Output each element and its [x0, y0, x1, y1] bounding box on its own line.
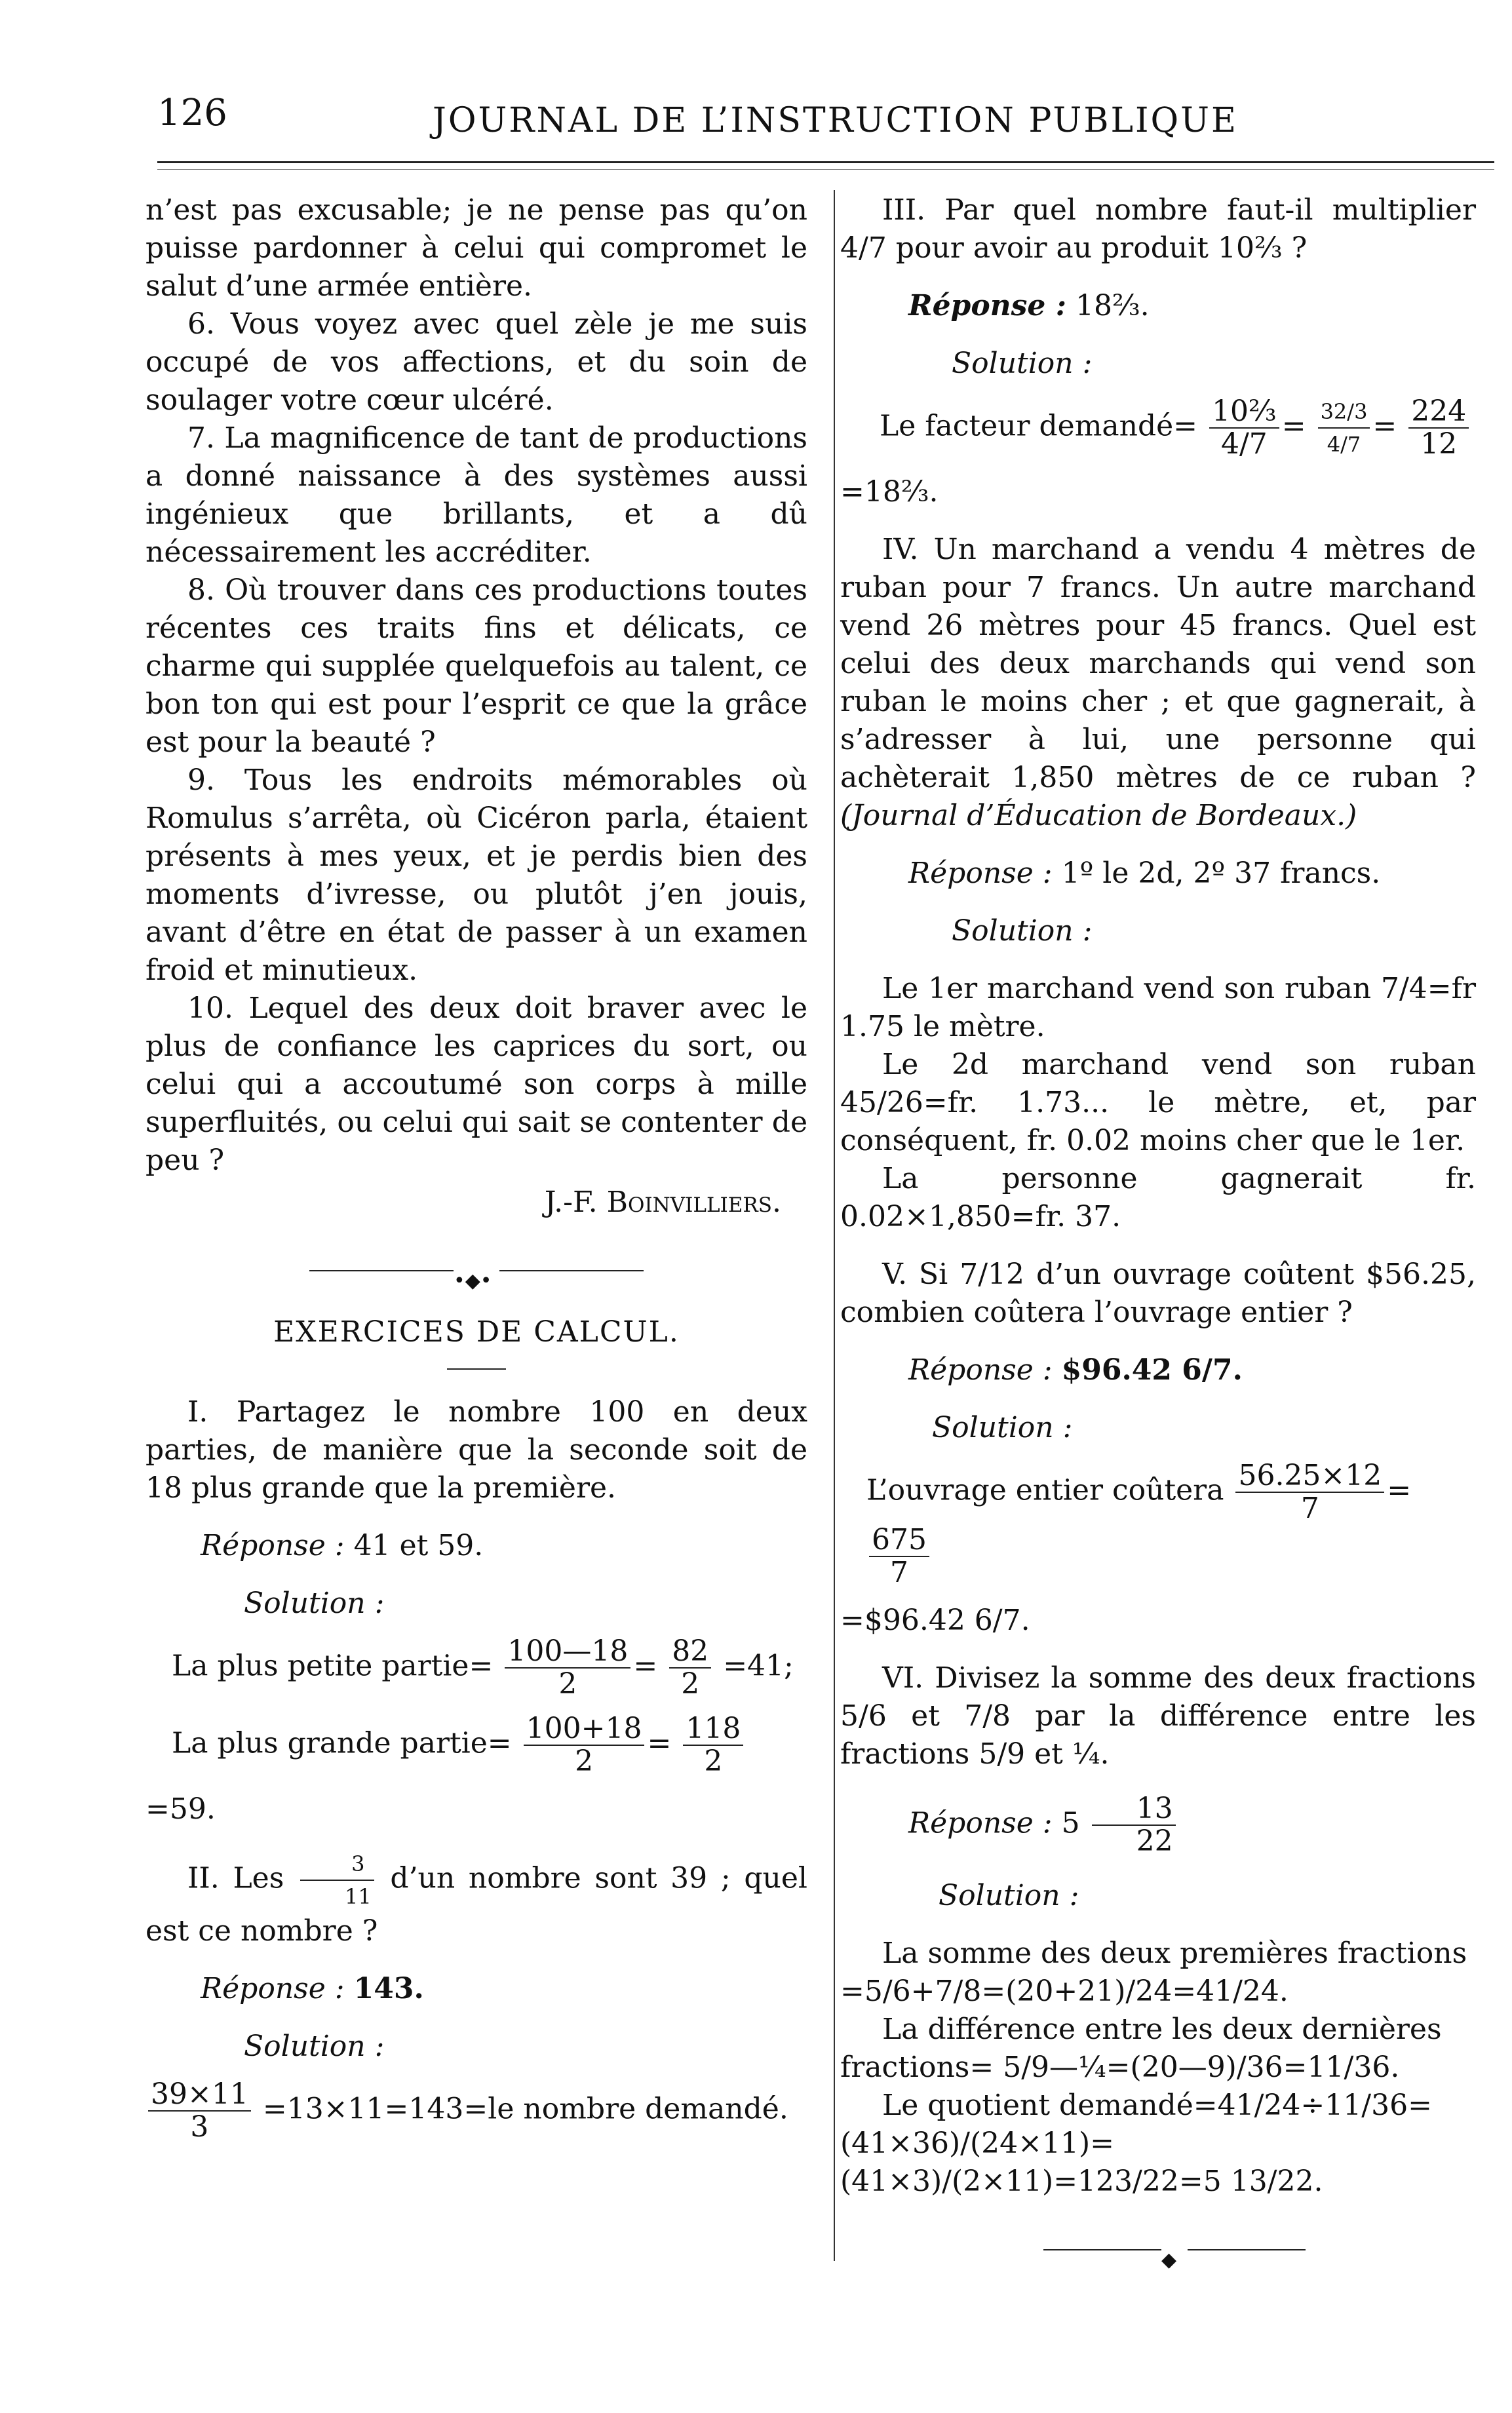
header-rule — [157, 161, 1494, 163]
exercise-3-answer — [840, 287, 1476, 325]
fraction: $\frac{\text{10⅔}}{4/7}$ — [1209, 396, 1279, 460]
source-citation: (Journal d’Éducation de Bordeaux.) — [840, 799, 1357, 832]
exercise-6-step-2: La différence entre les deux dernières — [882, 2013, 1442, 2046]
exercise-1-result: =59. — [145, 1792, 216, 1826]
exercise-2-question: II. Les $\frac{3}{11}$ d’un nombre sont 39 ; quel est ce nombre ? — [145, 1848, 807, 1950]
answer-value: 18⅔. — [1076, 289, 1150, 322]
paragraph-6: 6. Vous voyez avec quel zèle je me suis occupé de vos affections, et du soin de soulager votre cœur ulcéré. — [145, 307, 807, 417]
exercise-2-answer — [145, 1970, 807, 2008]
paragraph-8: 8. Où trouver dans ces productions toutes récentes ces traits fins et délicats, ce charme qui supplée quelquefois au talent, ce bon ton qui est pour l’esprit ce que la grâce est pour la beauté ? — [145, 573, 807, 759]
equation-text: Le facteur demandé= — [880, 409, 1198, 443]
fraction: $\frac{3}{11}$ — [300, 1848, 374, 1912]
fraction: $\frac{82}{2}$ — [669, 1636, 711, 1700]
exercise-3-result: =18⅔. — [840, 475, 939, 509]
exercise-5-result: =$96.42 6/7. — [840, 1604, 1030, 1637]
exercise-4-step-3: La personne gagnerait fr. 0.02×1,850=fr. 37. — [840, 1162, 1476, 1233]
answer-label: Réponse : — [908, 289, 1066, 322]
exercise-5-equation: L’ouvrage entier coûtera $\frac{56.25\times 12}{7}$ = $\frac{675}{7}$ — [866, 1459, 1412, 1589]
solution-label: Solution : — [952, 347, 1093, 380]
answer-label: Réponse : — [201, 1529, 345, 1562]
fraction: $\frac{224}{12}$ — [1408, 396, 1469, 460]
answer-value: 1º le 2d, 2º 37 francs. — [1061, 857, 1381, 890]
exercise-4-answer — [840, 855, 1476, 893]
fraction: $\frac{675}{7}$ — [869, 1524, 929, 1589]
exercise-2-equation — [145, 2079, 807, 2143]
exercise-5-answer — [840, 1351, 1476, 1389]
fraction: $\frac{118}{2}$ — [683, 1713, 743, 1777]
exercise-6-answer — [840, 1793, 1476, 1857]
equation-text: =13×11=143=le nombre demandé. — [262, 2092, 788, 2126]
answer-label: Réponse : — [201, 1972, 345, 2005]
exercise-3-equation: Le facteur demandé= $\frac{\text{10⅔}}{4/7}$ = $\frac{32/3}{4/7}$ = $\frac{224}{12}$ — [840, 396, 1476, 460]
header-rule-thin — [157, 169, 1494, 170]
exercise-4-step-1: Le 1er marchand vend son ruban 7/4=fr 1.75 le mètre. — [840, 972, 1476, 1043]
exercise-1-equation-1: La plus petite partie= $\frac{100—18}{2}$ = $\frac{82}{2}$ =41; — [172, 1634, 794, 1701]
solution-label: Solution : — [952, 914, 1093, 948]
paragraph-10: 10. Lequel des deux doit braver avec le plus de confiance les caprices du sort, ou celui qui a accoutumé son corps à mille superfluités, ou celui qui sait se contenter de peu ? — [145, 992, 807, 1177]
solution-label: Solution : — [932, 1411, 1073, 1444]
paragraph-9: 9. Tous les endroits mémorables où Romulus s’arrêta, où Cicéron parla, étaient présents à mes yeux, et je perdis bien des moments d’ivresse, ou plutôt j’en jouis, avant d’être en état de passer à un examen froid et minutieux. — [145, 763, 807, 987]
exercise-1-equation-2: La plus grande partie= $\frac{100+18}{2}$ = $\frac{118}{2}$ — [145, 1713, 807, 1777]
answer-label: Réponse : — [908, 1353, 1053, 1387]
exercise-6-step-2-equation: fractions= 5/9—¼=(20—9)/36=11/36. — [840, 2051, 1400, 2084]
section-title: EXERCICES DE CALCUL. — [273, 1315, 680, 1349]
paragraph-continued: n’est pas excusable; je ne pense pas qu’on puisse pardonner à celui qui compromet le salut d’une armée entière. — [145, 193, 807, 303]
end-ornament: ◆ — [840, 2227, 1476, 2273]
exercise-6-step-3-equation: (41×36)/(24×11)=(41×3)/(2×11)=123/22=5 13/22. — [840, 2127, 1323, 2198]
fraction: $\frac{56.25\times 12}{7}$ — [1235, 1460, 1384, 1524]
fraction: $\frac{32/3}{4/7}$ — [1318, 396, 1370, 460]
exercise-3-question: III. Par quel nombre faut-il multiplier 4/7 pour avoir au produit 10⅔ ? — [840, 193, 1476, 265]
answer-value: 143. — [353, 1972, 424, 2005]
left-column — [145, 191, 807, 2156]
page-number: 126 — [157, 92, 227, 134]
answer-value: 5 — [1061, 1806, 1080, 1840]
equation-text: =41; — [723, 1649, 794, 1683]
fraction: $\frac{39\times 11}{3}$ — [148, 2079, 251, 2143]
exercise-4-step-2: Le 2d marchand vend son ruban 45/26=fr. 1.73... le mètre, et, par conséquent, fr. 0.02 moins cher que le 1er. — [840, 1048, 1476, 1157]
title-rule — [447, 1368, 506, 1370]
right-column — [840, 191, 1476, 2292]
exercise-1-question: I. Partagez le nombre 100 en deux parties, de manière que la seconde soit de 18 plus grande que la première. — [145, 1395, 807, 1505]
exercise-6-step-1-equation: =5/6+7/8=(20+21)/24=41/24. — [840, 1975, 1289, 2008]
exercise-6-question: VI. Divisez la somme des deux fractions 5/6 et 7/8 par la différence entre les fractions 5/9 et ¼. — [840, 1661, 1476, 1771]
solution-label: Solution : — [244, 1587, 385, 1620]
answer-label: Réponse : — [908, 857, 1053, 890]
answer-value: 41 et 59. — [353, 1529, 484, 1562]
fraction: $\frac{100—18}{2}$ — [505, 1636, 630, 1700]
equation-text: La plus petite partie= — [172, 1649, 494, 1683]
solution-label: Solution : — [244, 2030, 385, 2063]
fraction: $\frac{13}{22}$ — [1092, 1793, 1176, 1857]
paragraph-7: 7. La magnificence de tant de productions a donné naissance à des systèmes aussi ingénieux que brillants, et a dû nécessairement les accréditer. — [145, 421, 807, 569]
exercise-6-step-1: La somme des deux premières fractions — [882, 1937, 1467, 1970]
exercise-6-step-3: Le quotient demandé=41/24÷11/36= — [882, 2089, 1432, 2122]
solution-label: Solution : — [939, 1879, 1079, 1912]
answer-label: Réponse : — [908, 1806, 1053, 1840]
author-signature: J.-F. Boinvilliers. — [544, 1186, 781, 1219]
column-divider — [834, 190, 835, 2261]
ornament-separator: •◆• — [145, 1248, 807, 1294]
equation-text: La plus grande partie= — [172, 1726, 512, 1760]
fraction: $\frac{100+18}{2}$ — [524, 1713, 645, 1777]
exercise-1-answer — [145, 1527, 807, 1565]
exercise-5-question: V. Si 7/12 d’un ouvrage coûtent $56.25, combien coûtera l’ouvrage entier ? — [840, 1258, 1476, 1329]
exercise-4-question: IV. Un marchand a vendu 4 mètres de ruban pour 7 francs. Un autre marchand vend 26 mètres pour 45 francs. Quel est celui des deux marchands qui vend son ruban le moins cher ; et que gagnerait, à s’adresser à lui, une personne qui achèterait 1,850 mètres de ce ruban ? (Journal d’Éducation de Bordeaux.) — [840, 533, 1476, 832]
running-title: JOURNAL DE L’INSTRUCTION PUBLIQUE — [433, 101, 1238, 140]
equation-text: L’ouvrage entier coûtera — [866, 1473, 1224, 1507]
answer-value: $96.42 6/7. — [1061, 1353, 1243, 1387]
page-header — [157, 85, 1245, 151]
